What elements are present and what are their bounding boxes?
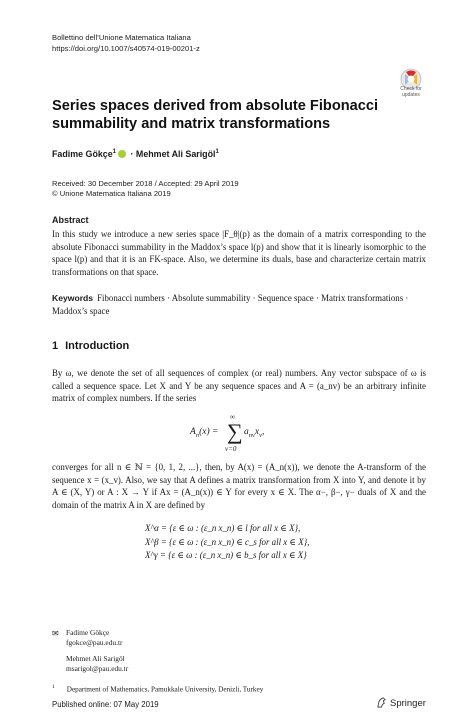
sum-lower-limit: v=0 xyxy=(225,445,237,453)
section-heading xyxy=(52,340,129,352)
article-dates xyxy=(52,179,239,199)
keywords-text: Fibonacci numbers · Absolute summability · Sequence space · Matrix transformations · Maddox’s space xyxy=(52,293,409,316)
doi-link[interactable]: https://doi.org/10.1007/s40574-019-00201-z xyxy=(52,43,200,53)
gamma-dual: X^γ = {ε ∈ ω : (ε_n x_n) ∈ b_s for all x ∈ X} xyxy=(145,550,307,560)
orcid-icon[interactable] xyxy=(118,150,126,158)
section-number: 1 xyxy=(52,340,59,352)
springer-horse-icon xyxy=(376,697,387,708)
author-1[interactable]: Fadime Gökçe xyxy=(52,149,113,159)
corr-email-1[interactable]: fgokce@pau.edu.tr xyxy=(66,638,123,647)
intro-paragraph-1: By ω, we denote the set of all sequences of complex (or real) numbers. Any vector subspace of ω is called a sequence space. Let X and Y be any sequence spaces and A = (a_nv) be an arbitrary infinite matrix of complex numbers. If the series xyxy=(52,368,426,403)
sum-sign: ∑ xyxy=(227,419,243,444)
badge-line-2: updates xyxy=(402,92,420,98)
corr-name-2: Mehmet Ali Sarigöl xyxy=(66,654,125,663)
journal-header xyxy=(52,33,200,54)
beta-dual: X^β = {ε ∈ ω : (ε_n x_n) ∈ c_s for all x ∈ X}, xyxy=(145,536,310,547)
section-title: Introduction xyxy=(65,340,130,352)
check-for-updates-label xyxy=(387,86,435,98)
series-equation xyxy=(190,413,290,463)
badge-line-1: Check for xyxy=(400,86,422,92)
equation-rhs: $a_{nv}x_v$, xyxy=(244,427,265,439)
corr-email-2[interactable]: msarigol@pau.edu.tr xyxy=(66,664,129,673)
author-1-affil: 1 xyxy=(112,149,117,156)
footnote-text: Department of Mathematics, Pamukkale University, Denizli, Turkey xyxy=(66,685,264,694)
copyright: © Unione Matematica Italiana 2019 xyxy=(52,189,171,198)
publisher-name: Springer xyxy=(390,698,426,709)
paper-title: Series spaces derived from absolute Fibonacci summability and matrix transformations xyxy=(52,98,379,132)
keywords-label: Keywords xyxy=(52,293,94,303)
received-accepted: Received: 30 December 2018 / Accepted: 29 April 2019 xyxy=(52,179,239,188)
abstract-body: In this study we introduce a new series space |F_θ|(p) as the domain of a matrix corresponding to the absolute Fibonacci summability in the Maddox’s space l(p) and show that it is linearly isomorphic to the space l(p) and that it is an FK-space. Also, we determine its duals, base and characterize certain matrix transformations on that space. xyxy=(52,229,426,277)
equation-lhs: $A_n(x)$ = xyxy=(190,427,219,439)
envelope-icon: ✉ xyxy=(52,629,59,638)
abstract-heading: Abstract xyxy=(52,215,89,225)
corr-name-1: Fadime Gökçe xyxy=(66,628,110,637)
published-online: Published online: 07 May 2019 xyxy=(52,700,159,709)
footnote-mark: 1 xyxy=(52,684,55,690)
affiliation-footnote xyxy=(52,684,263,693)
author-2-affil: 1 xyxy=(215,149,219,156)
author-2[interactable]: Mehmet Ali Sarigöl xyxy=(135,149,216,159)
publisher-logo[interactable] xyxy=(376,697,426,709)
journal-name: Bollettino dell’Unione Matematica Italiana xyxy=(52,33,191,42)
dual-definitions xyxy=(145,522,309,563)
intro-paragraph-2: converges for all n ∈ ℕ = {0, 1, 2, ...}, then, by A(x) = (A_n(x)), we denote the A-transform of the sequence x = (x_v). Also, we say that A defines a matrix transformation from X into Y, and denote it by A ∈ (X, Y) or A : X → Y if Ax = (A_n(x)) ∈ Y for every x ∈ X. The α−, β−, γ− duals of X and the domain of the matrix A in X are defined by xyxy=(52,462,426,510)
author-separator: · xyxy=(130,149,134,159)
keywords xyxy=(52,292,426,317)
sum-upper-limit: ∞ xyxy=(230,413,235,421)
alpha-dual: X^α = {ε ∈ ω : (ε_n x_n) ∈ l for all x ∈ X}, xyxy=(145,523,301,533)
author-line xyxy=(52,149,219,159)
